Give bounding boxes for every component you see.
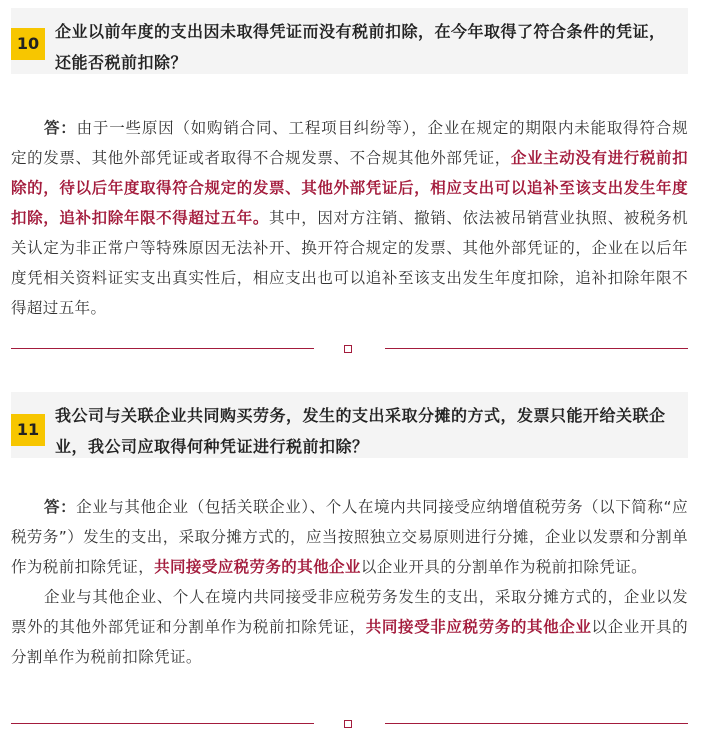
answer-label: 答：	[44, 498, 77, 516]
answer-block-10	[11, 113, 688, 323]
answer-highlight: 企业主动没有进行税前扣除的，待以后年度取得符合规定的发票、其他外部凭证后，相应支出可以追补至该支出发生年度扣除，追补扣除年限不得超过五年。	[11, 149, 689, 227]
question-text: 企业以前年度的支出因未取得凭证而没有税前扣除，在今年取得了符合条件的凭证，还能否税前扣除？	[55, 22, 666, 72]
answer-block-11	[11, 492, 688, 672]
question-number-badge: 11	[11, 414, 45, 446]
divider-line-left	[11, 348, 314, 349]
divider-line-right	[385, 723, 688, 724]
question-box-10	[11, 8, 688, 74]
question-box-11	[11, 392, 688, 458]
answer-text: 企业与其他企业（包括关联企业）、个人在境内共同接受应纳增值税劳务（以下简称“应税劳务”）发生的支出，采取分摊方式的，应当按照独立交易原则进行分摊，企业以发票和分割单作为税前扣除凭证，	[11, 498, 688, 576]
answer-paragraph	[11, 113, 688, 323]
answer-text: 由于一些原因（如购销合同、工程项目纠纷等），企业在规定的期限内未能取得符合规定的发票、其他外部凭证或者取得不合规发票、不合规其他外部凭证，	[11, 119, 688, 167]
answer-paragraph	[11, 492, 688, 582]
divider-square-icon	[344, 720, 352, 728]
answer-text: 企业与其他企业、个人在境内共同接受非应税劳务发生的支出，采取分摊方式的，企业以发票外的其他外部凭证和分割单作为税前扣除凭证，	[11, 588, 688, 636]
answer-paragraph	[11, 582, 688, 672]
section-divider	[11, 718, 688, 730]
answer-highlight: 共同接受非应税劳务的其他企业	[365, 618, 592, 636]
answer-text: 以企业开具的分割单作为税前扣除凭证。	[360, 558, 648, 576]
answer-text: 以企业开具的分割单作为税前扣除凭证。	[11, 618, 688, 666]
divider-line-right	[385, 348, 688, 349]
answer-label: 答：	[44, 119, 77, 137]
answer-highlight: 共同接受应税劳务的其他企业	[154, 558, 361, 576]
answer-text: 其中，因对方注销、撤销、依法被吊销营业执照、被税务机关认定为非正常户等特殊原因无法补开、换开符合规定的发票、其他外部凭证的，企业在以后年度凭相关资料证实支出真实性后，相应支出也可以追补至该支出发生年度扣除，追补扣除年限不得超过五年。	[11, 209, 689, 317]
divider-square-icon	[344, 345, 352, 353]
question-text: 我公司与关联企业共同购买劳务，发生的支出采取分摊的方式，发票只能开给关联企业，我公司应取得何种凭证进行税前扣除？	[55, 406, 666, 456]
question-number-badge: 10	[11, 28, 45, 60]
divider-line-left	[11, 723, 314, 724]
section-divider	[11, 343, 688, 355]
